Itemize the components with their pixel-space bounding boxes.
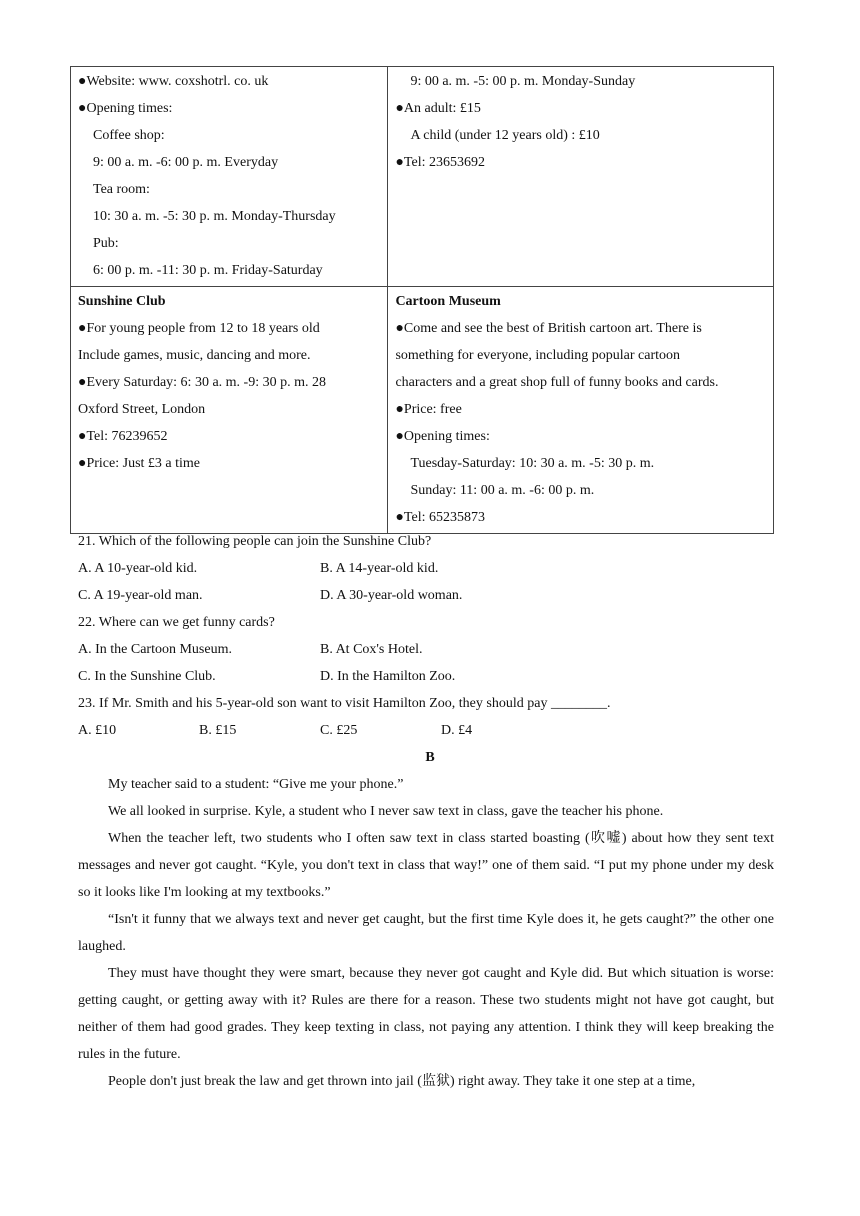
option-d[interactable]: D. A 30-year-old woman. (320, 588, 463, 603)
question-21-options-row2 (78, 582, 778, 609)
paragraph: People don't just break the law and get thrown into jail (监狱) right away. They take it one step at a time, (108, 1074, 696, 1089)
cartoon-museum-title: Cartoon Museum (395, 294, 501, 309)
option-a[interactable]: A. £10 (78, 723, 117, 738)
adult-price: ● An adult: £15 (395, 95, 766, 122)
section-b-heading: B (425, 750, 435, 765)
website-line: ● Website: www. coxshotrl. co. uk (78, 68, 380, 95)
museum-description-1: ● Come and see the best of British cartoon art. There is (395, 315, 766, 342)
question-22-options-row2 (78, 663, 778, 690)
club-age-range: ● For young people from 12 to 18 years old (78, 315, 380, 342)
table-row (71, 67, 774, 287)
question-23-options (78, 717, 778, 744)
option-b[interactable]: B. At Cox's Hotel. (320, 642, 423, 657)
museum-price: ● Price: free (395, 396, 766, 423)
museum-opening-label: ● Opening times: (395, 423, 766, 450)
option-a[interactable]: A. In the Cartoon Museum. (78, 642, 232, 657)
option-d[interactable]: D. £4 (441, 723, 473, 738)
option-b[interactable]: B. A 14-year-old kid. (320, 561, 439, 576)
paragraph: “Isn't it funny that we always text and never get caught, but the first time Kyle does it, he gets caught?” the other one laughed. (78, 912, 774, 954)
sunshine-club-title: Sunshine Club (78, 294, 166, 309)
table-row (71, 287, 774, 534)
option-b[interactable]: B. £15 (199, 723, 237, 738)
section-b-passage (78, 771, 774, 1095)
club-tel: ● Tel: 76239652 (78, 423, 380, 450)
option-a[interactable]: A. A 10-year-old kid. (78, 561, 198, 576)
museum-sunday-hours: Sunday: 11: 00 a. m. -6: 00 p. m. (410, 483, 595, 498)
paragraph: When the teacher left, two students who I often saw text in class started boasting (吹嘘) about how they sent text messages and never got caught. “Kyle, you don't text in class that way!” one of them said. “I put my phone under my desk so it looks like I'm looking at my textbooks.” (78, 831, 774, 900)
paragraph: We all looked in surprise. Kyle, a student who I never saw text in class, gave the teacher his phone. (108, 804, 664, 819)
option-d[interactable]: D. In the Hamilton Zoo. (320, 669, 456, 684)
question-22-options-row1 (78, 636, 778, 663)
tea-room-label: Tea room: (93, 182, 150, 197)
museum-description-3: characters and a great shop full of funny books and cards. (395, 375, 719, 390)
pub-hours: 6: 00 p. m. -11: 30 p. m. Friday-Saturday (93, 263, 323, 278)
museum-weekday-hours: Tuesday-Saturday: 10: 30 a. m. -5: 30 p. m. (410, 456, 655, 471)
club-activities: Include games, music, dancing and more. (78, 348, 311, 363)
paragraph: They must have thought they were smart, because they never got caught and Kyle did. But which situation is worse: getting caught, or getting away with it? Rules are there for a reason. These two students might not have got caught, but neither of them had good grades. They keep texting in class, not paying any attention. I think they will keep breaking the rules in the future. (78, 966, 774, 1062)
club-price: ● Price: Just £3 a time (78, 450, 380, 477)
sunshine-club-cell (71, 287, 388, 534)
info-table (70, 66, 774, 534)
zoo-cell (388, 67, 774, 287)
question-22-stem: 22. Where can we get funny cards? (78, 615, 275, 630)
coffee-shop-hours: 9: 00 a. m. -6: 00 p. m. Everyday (93, 155, 279, 170)
option-c[interactable]: C. In the Sunshine Club. (78, 669, 216, 684)
opening-times-label: ● Opening times: (78, 95, 380, 122)
club-address: Oxford Street, London (78, 402, 206, 417)
museum-tel: ● Tel: 65235873 (395, 504, 766, 531)
questions-block (78, 528, 778, 771)
museum-description-2: something for everyone, including popular cartoon (395, 348, 681, 363)
paragraph: My teacher said to a student: “Give me your phone.” (108, 777, 404, 792)
zoo-tel: ● Tel: 23653692 (395, 149, 766, 176)
pub-label: Pub: (93, 236, 119, 251)
club-schedule: ● Every Saturday: 6: 30 a. m. -9: 30 p. m. 28 (78, 369, 380, 396)
option-c[interactable]: C. A 19-year-old man. (78, 588, 203, 603)
cartoon-museum-cell (388, 287, 774, 534)
option-c[interactable]: C. £25 (320, 723, 358, 738)
zoo-hours: 9: 00 a. m. -5: 00 p. m. Monday-Sunday (410, 74, 636, 89)
coffee-shop-label: Coffee shop: (93, 128, 165, 143)
question-21-stem: 21. Which of the following people can join the Sunshine Club? (78, 534, 432, 549)
child-price: A child (under 12 years old) : £10 (410, 128, 600, 143)
question-21-options-row1 (78, 555, 778, 582)
hotel-cell (71, 67, 388, 287)
tea-room-hours: 10: 30 a. m. -5: 30 p. m. Monday-Thursday (93, 209, 336, 224)
question-23-stem: 23. If Mr. Smith and his 5-year-old son want to visit Hamilton Zoo, they should pay ________. (78, 696, 611, 711)
